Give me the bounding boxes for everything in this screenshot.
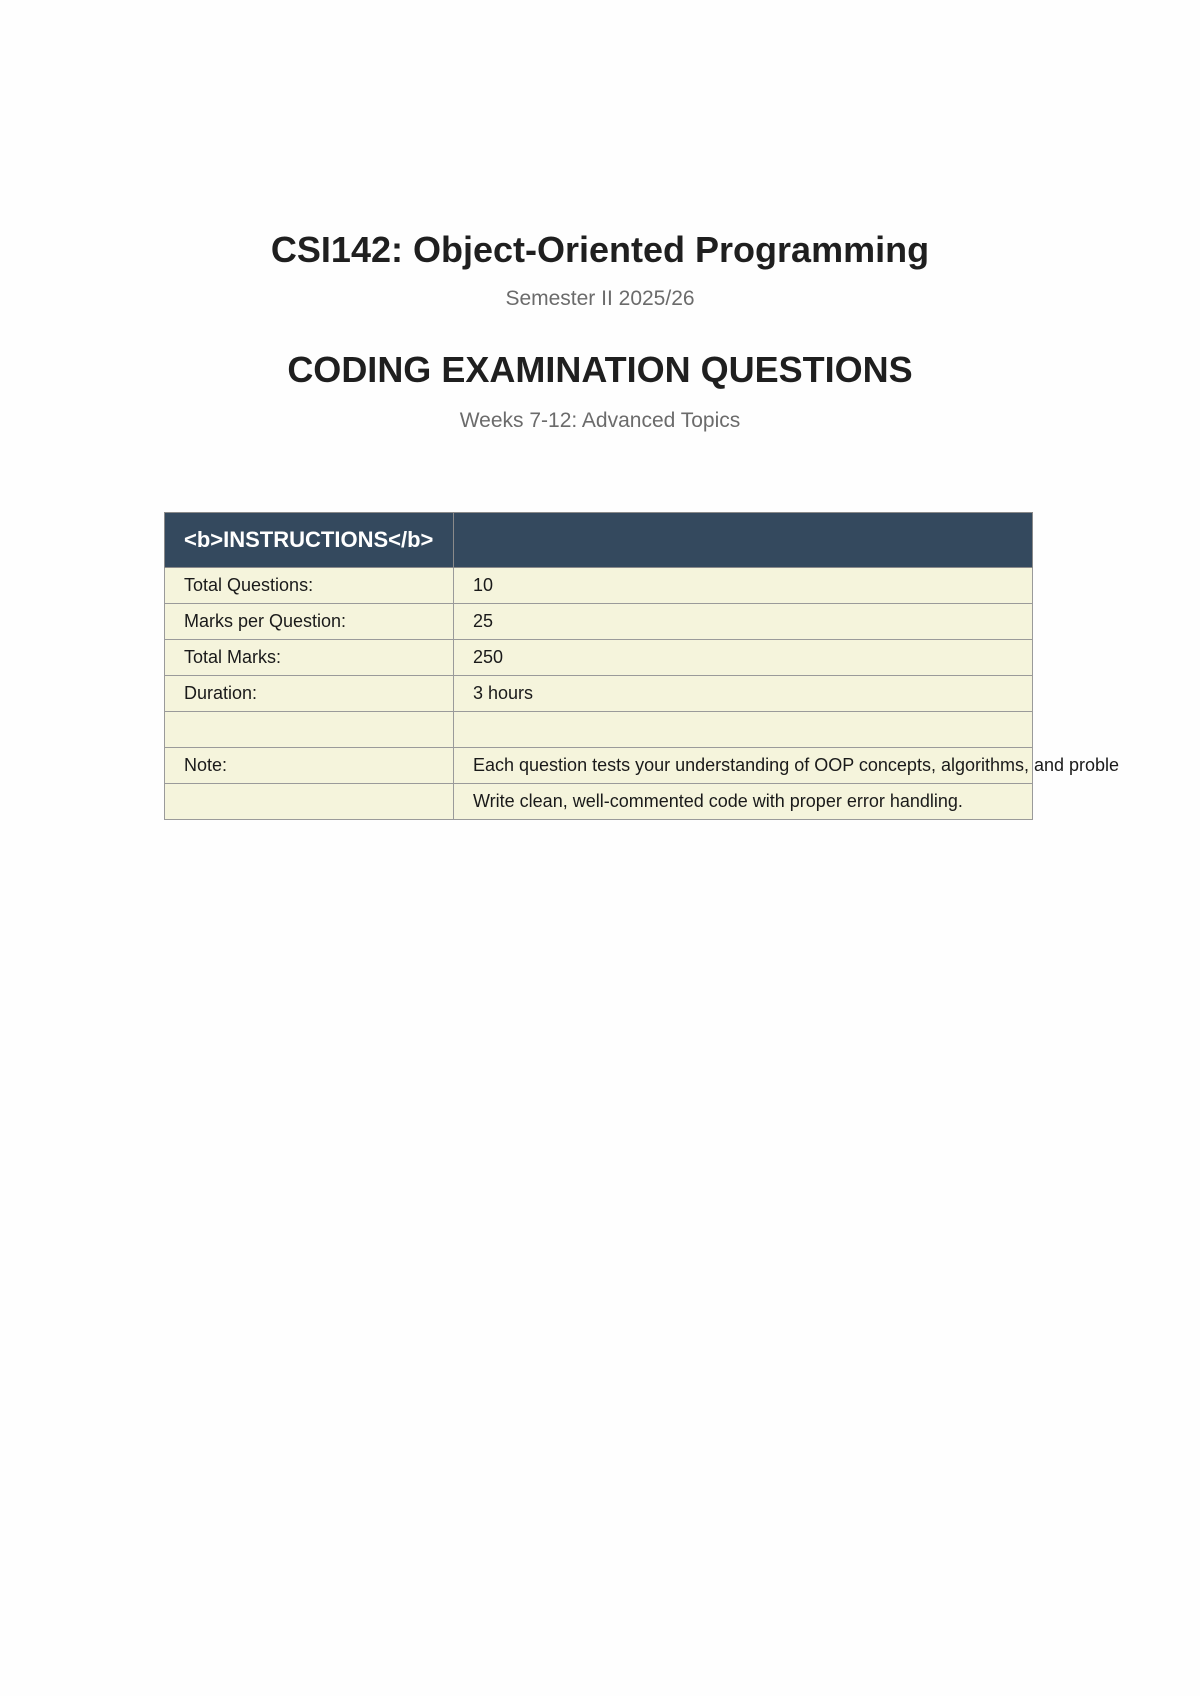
row-label: Duration: <box>165 676 454 712</box>
table-header-row <box>165 513 1033 568</box>
row-value: 25 <box>454 604 1033 640</box>
table-row <box>165 784 1033 820</box>
table-row <box>165 568 1033 604</box>
instructions-header-label: <b>INSTRUCTIONS</b> <box>165 513 454 568</box>
note-value <box>454 748 1120 784</box>
table-row <box>165 676 1033 712</box>
table-row <box>165 640 1033 676</box>
row-label: Total Questions: <box>165 568 454 604</box>
row-value: 250 <box>454 640 1033 676</box>
exam-title: CODING EXAMINATION QUESTIONS <box>287 349 913 390</box>
row-label: Note: <box>165 748 454 784</box>
row-value: Write clean, well-commented code with proper error handling. <box>454 784 1033 820</box>
weeks-subtitle: Weeks 7-12: Advanced Topics <box>459 409 741 432</box>
table-row-empty <box>165 712 1033 748</box>
row-label <box>165 784 454 820</box>
row-label: Marks per Question: <box>165 604 454 640</box>
instructions-table <box>164 512 1120 820</box>
course-title: CSI142: Object-Oriented Programming <box>270 229 930 270</box>
row-label <box>165 712 454 748</box>
note-text: Each question tests your understanding of OOP concepts, algorithms, and proble <box>473 755 1120 775</box>
row-value: 10 <box>454 568 1033 604</box>
instructions-header-value <box>454 513 1033 568</box>
semester-subtitle: Semester II 2025/26 <box>505 287 695 310</box>
table-row-note <box>165 748 1033 784</box>
row-label: Total Marks: <box>165 640 454 676</box>
row-value: 3 hours <box>454 676 1033 712</box>
row-value <box>454 712 1033 748</box>
table-row <box>165 604 1033 640</box>
